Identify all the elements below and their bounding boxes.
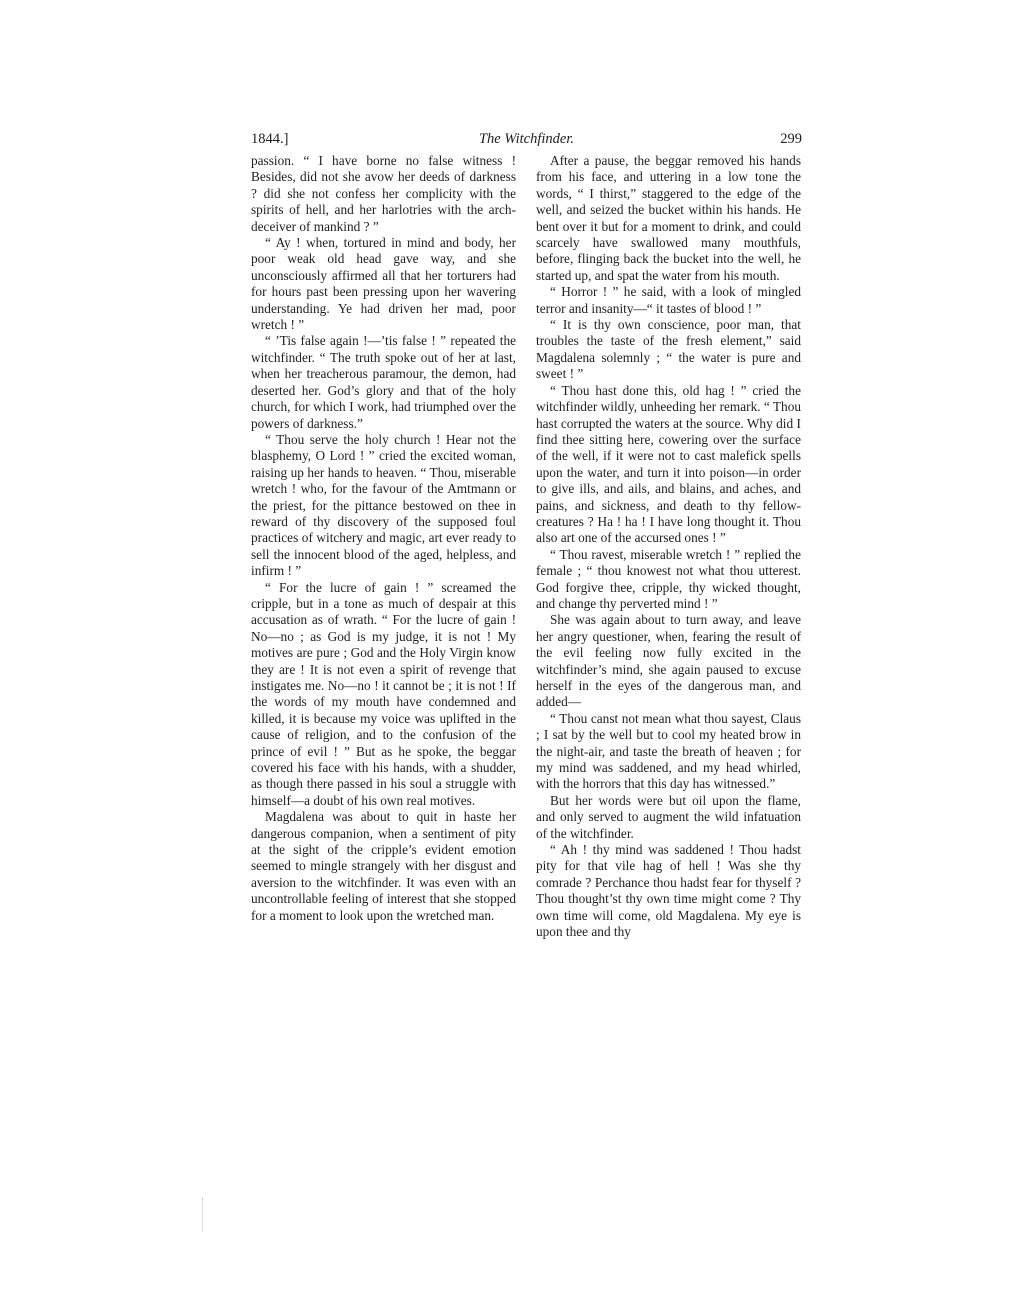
paragraph: “ Thou hast done this, old hag ! ” cried the witchfinder wildly, unheeding her remark. “ Thou hast corrupted the waters at the source. Why did I find thee sitting here, cowering over the surface of the well, if it were not to cast malefick spells upon the water, and turn it into poison—in order to give ills, and ails, and blains, and aches, and pains, and sickness, and death to thy fellow-creatures ? Ha ! ha ! I have long thought it. Thou also art one of the accursed ones ! ” [536,382,801,546]
paragraph: “ Thou canst not mean what thou sayest, Claus ; I sat by the well but to cool my heated brow in the night-air, and taste the breath of heaven ; for my mind was saddened, and my head whirled, with the horrors that this day has witnessed.” [536,710,801,792]
page-number: 299 [780,131,802,147]
paragraph: But her words were but oil upon the flame, and only served to augment the wild infatuation of the witchfinder. [536,792,801,841]
paragraph: “ Thou ravest, miserable wretch ! ” replied the female ; “ thou knowest not what thou utterest. God forgive thee, cripple, thy wicked thought, and change thy perverted mind ! ” [536,546,801,611]
paragraph: Magdalena was about to quit in haste her dangerous companion, when a sentiment of pity at the sight of the cripple’s evident emotion seemed to mingle strangely with her disgust and aversion to the witchfinder. It was even with an uncontrollable feeling of interest that she stopped for a moment to look upon the wretched man. [251,809,516,923]
paragraph: She was again about to turn away, and leave her angry questioner, when, fearing the result of the evil feeling now fully excited in the witchfinder’s mind, she again paused to excuse herself in the eyes of the dangerous man, and added— [536,612,801,710]
paragraph: After a pause, the beggar removed his hands from his face, and uttering in a low tone the words, “ I thirst,” staggered to the edge of the well, and seized the bucket within his hands. He bent over it but for a moment to drink, and could scarcely have swallowed many mouthfuls, before, flinging back the bucket into the well, he started up, and spat the water from his mouth. [536,153,801,283]
paragraph: “ Ah ! thy mind was saddened ! Thou hadst pity for that vile hag of hell ! Was she thy comrade ? Perchance thou hadst fear for thyself ? Thou thought’st thy own time might come ? Thy own time will come, old Magdalena. My eye is upon thee and thy [536,842,801,940]
running-header [251,131,802,153]
header-year: 1844.] [251,131,289,147]
paragraph: “ Thou serve the holy church ! Hear not the blasphemy, O Lord ! ” cried the excited woman, raising up her hands to heaven. “ Thou, miserable wretch ! who, for the favour of the Amtmann or the priest, for the pittance bestowed on thee in reward of thy discovery of the supposed foul practices of witchery and magic, art ever ready to sell the innocent blood of the aged, helpless, and infirm ! ” [251,431,516,579]
header-title: The Witchfinder. [478,131,575,147]
margin-scan-mark [202,1198,205,1232]
paragraph: “ ’Tis false again !—’tis false ! ” repeated the witchfinder. “ The truth spoke out of her at last, when her treacherous paramour, the demon, had deserted her. God’s glory and that of the holy church, for which I work, had triumphed over the powers of darkness.” [251,333,516,431]
paragraph: “ Horror ! ” he said, with a look of mingled terror and insanity—“ it tastes of blood ! ” [536,284,801,316]
paragraph: “ For the lucre of gain ! ” screamed the cripple, but in a tone as much of despair at this accusation as of wrath. “ For the lucre of gain ! No—no ; as God is my judge, it is not ! My motives are pure ; God and the Holy Virgin know they are ! It is not even a spirit of revenge that instigates me. No—no ! it cannot be ; it is not ! If the words of my mouth have condemned and killed, it is because my voice was uplifted in the cause of religion, and to the confusion of the prince of evil ! ” But as he spoke, the beggar covered his face with his hands, with a shudder, as though there passed in his soul a struggle with himself—a doubt of his own real motives. [251,579,516,808]
right-column [536,153,801,941]
paragraph: “ Ay ! when, tortured in mind and body, her poor weak old head gave way, and she unconsciously affirmed all that her torturers had for hours past been pressing upon her wavering understanding. Ye had driven her mad, poor wretch ! ” [251,235,516,333]
left-column [251,153,516,924]
paragraph: “ It is thy own conscience, poor man, that troubles the taste of the fresh element,” said Magdalena solemnly ; “ the water is pure and sweet ! ” [536,317,801,382]
paragraph: passion. “ I have borne no false witness ! Besides, did not she avow her deeds of darkness ? did she not confess her complicity with the spirits of hell, and her harlotries with the arch-deceiver of mankind ? ” [251,153,516,234]
